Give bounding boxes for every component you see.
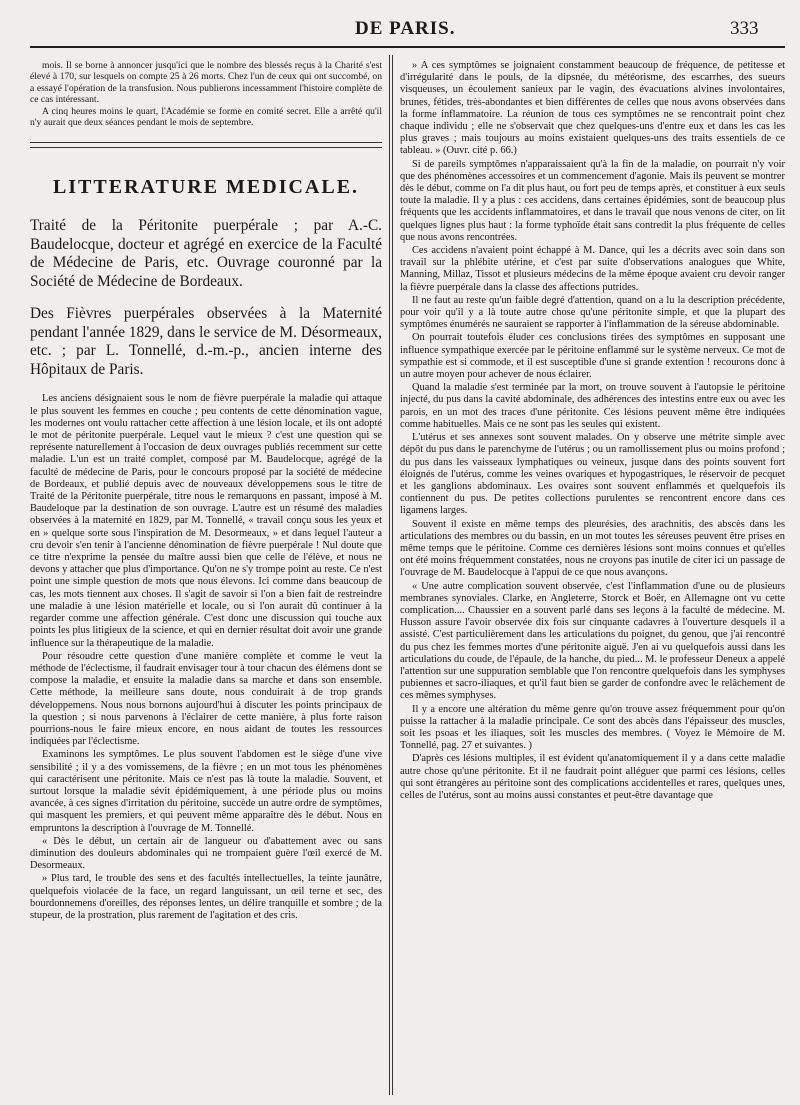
paragraph: « Une autre complication souvent observée, c'est l'inflammation d'une ou de plusieurs membranes synoviales. Clarke, en Angleterre, Storck et Boër, en Allemagne ont vu cette complication.... Chaussier en a souvent parlé dans ses leçons à la faculté de médecine. M. Husson assure l'avoir observée dix fois sur cinquante cadavres à l'ouverture desquels il a assisté. C'est particulièrement dans les articulations du poignet, du genou, que j'ai rencontré du pus chez les femmes mortes d'une péritonite aiguë. J'en ai vu quelquefois aussi dans les articulations du coude, de l'épaule, de la hanche, du pied... M. le professeur Deneux a appelé l'attention sur une suppuration semblable que l'on rencontre quelquefois dans les symphyses pubiennes et sacro-iliaques, et qu'il faut bien se garder de confondre avec le relâchement de ces mêmes symphyses.	[400, 580, 785, 702]
header-rule	[30, 46, 785, 48]
book-title-baudelocque: Traité de la Péritonite puerpérale ; par A.-C. Baudelocque, docteur et agrégé en exercice de la Faculté de Médecine de Paris, etc. Ouvrage couronné par la Société de Médecine de Bordeaux.	[30, 217, 382, 290]
paragraph: « Dès le début, un certain air de langueur ou d'abattement avec ou sans diminution des douleurs abdominales qui ne trompaient guère l'œil exercé de M. Desormeaux.	[30, 835, 382, 872]
page-number: 333	[730, 18, 759, 39]
paragraph: Il ne faut au reste qu'un faible degré d'attention, quand on a lu la description précédente, pour voir qu'il y a là toute autre chose qu'une péritonite simple, et que la plupart des symptômes énumérés ne sauraient se rapporter à l'inflammation de la séreuse abdominable.	[400, 294, 785, 331]
running-title: DE PARIS.	[355, 18, 456, 39]
academy-report-end	[30, 60, 382, 128]
paragraph: » A ces symptômes se joignaient constamment beaucoup de fréquence, de petitesse et d'irrégularité dans le pouls, de la dipsnée, du météorisme, des escarrhes, des sueurs visqueuses, un écoulement sanieux par le vagin, des évacuations alvines involontaires, brunes, fétides, très-abondantes et bien différentes de celles que nous avons observées dans la forme inflammatoire. La réunion de tous ces symptômes ne se rencontrait point chez chaque individu ; elle ne s'observait que chez quelques-uns d'entre eux et dans les cas les plus graves ; mais toujours au moins existaient quelques-uns des traits essentiels de ce tableau. » (Ouvr. cité p. 66.)	[400, 60, 785, 157]
column-divider	[389, 55, 393, 1095]
left-column	[30, 60, 382, 922]
paragraph: A cinq heures moins le quart, l'Académie se forme en comité secret. Elle a arrêté qu'il n'y aurait que deux séances pendant le mois de septembre.	[30, 105, 382, 129]
paragraph: Ces accidens n'avaient point échappé à M. Dance, qui les a décrits avec soin dans son travail sur la phlébite utérine, et c'est par suite d'observations analogues que White, Manning, Millaz, Tissot et plusieurs médecins de la même époque avaient cru devoir ranger la fièvre puerpérale dans la classe des affections putrides.	[400, 245, 785, 293]
review-body	[30, 393, 382, 922]
paragraph: Souvent il existe en même temps des pleurésies, des arachnitis, des abscès dans les articulations des membres ou du bassin, en un mot toutes les séreuses peuvent être prises en même temps que le péritoine. Comme ces dernières lésions sont moins connues et qu'elles ont été moins fréquemment constatées, nous ne croyons pas inutile de citer ici un passage de l'ouvrage de M. Baudelocque à l'appui de ce que nous avançons.	[400, 518, 785, 579]
paragraph: D'après ces lésions multiples, il est évident qu'anatomiquement il y a dans cette maladie autre chose qu'une péritonite. Et il ne faudrait point alléguer que parmi ces lésions, celles qui sont étrangères au péritoine sont des complications accidentelles et rares, quelques unes, celles de l'utérus, sont au moins aussi constantes et peut-être davantage que	[400, 753, 785, 801]
paragraph: On pourrait toutefois éluder ces conclusions tirées des symptômes en supposant une influence sympathique exercée par le péritoine enflammé sur le système nerveux. Ce mot de sympathie est si commode, et il est susceptible d'une si grande extention ! recourons donc à un autre moyen pour achever de nous éclairer.	[400, 332, 785, 381]
paragraph: Examinons les symptômes. Le plus souvent l'abdomen est le siège d'une vive sensibilité ; il y a des vomissemens, de la fièvre ; en un mot tous les phénomènes qui caractérisent une péritonite. Mais ce n'est pas là toute la maladie. Souvent, et surtout lorsque la maladie sévit épidémiquement, à une période plus ou moins avancée, à ces signes d'irritation du péritoine, succède un autre ordre de symptômes, qui masquent les premiers, et qui peuvent même apparaître dès le début. Nous en empruntons la description à l'ouvrage de M. Tonnellé.	[30, 749, 382, 834]
page-header	[0, 14, 800, 44]
paragraph: Pour résoudre cette question d'une manière complète et comme le veut la méthode de l'éclectisme, il faudrait envisager tour à tour chacun des élémens dont se compose la maladie, et ensuite la maladie dans sa marche et dans son ensemble. Cette méthode, la meilleure sans doute, nous conduirait à de trop grands développemens. Nous nous bornons aujourd'hui à discuter les points principaux de la question ; si nous parvenons à l'éclairer de cette manière, à plus forte raison pourrions-nous le faire mieux encore, en nous aidant de toutes les ressources indiquées par l'éclectisme.	[30, 650, 382, 748]
paragraph: Quand la maladie s'est terminée par la mort, on trouve souvent à l'autopsie le péritoine injecté, du pus dans la cavité abdominale, des adhérences des intestins entre eux ou avec les parois, en un mot des traces d'une péritonite. Ces lésions peuvent même être indiquées comme habituelles. Mais ce ne sont pas les seules qui existent.	[400, 382, 785, 430]
paragraph: Si de pareils symptômes n'apparaissaient qu'à la fin de la maladie, on pourrait n'y voir que des phénomènes accessoires et un commencement d'agonie. Mais ils peuvent se montrer dès le début, comme on l'a dit plus haut, ou fort peu de temps après, et constituer à eux seuls toute la maladie. Il y a plus : ces accidens, dans certaines épidémies, sont de beaucoup plus fréquents que les accidents inflammatoires, et dans le travail que nous venons de citer, on lit quelques lignes plus haut : la forme typhoïde était sans contredit la plus fréquente de celles que nous avons rencontrées.	[400, 158, 785, 243]
paragraph: mois. Il se borne à annoncer jusqu'ici que le nombre des blessés reçus à la Charité s'est élevé à 170, sur lesquels on compte 25 à 26 morts. Chez l'un de ceux qui ont succombé, on a essayé l'opération de la transfusion. Nous publierons incessamment l'histoire complète de ce cas intéressant.	[30, 60, 382, 106]
paragraph: Les anciens désignaient sous le nom de fièvre puerpérale la maladie qui attaque le plus souvent les femmes en couche ; peu contents de cette dénomination vague, les modernes ont voulu rattacher cette affection à une lésion locale, et ils ont adopté le mot de péritonite puerpérale. Lequel vaut le mieux ? c'est une question qui se représente naturellement à l'occasion de deux ouvrages publiés recemment sur cette maladie. L'un est un traité complet, composé par M. Baudelocque, agrégé de la faculté de médecine de Paris, pour le concours proposé par la société de médecine de Bordeaux, et publié depuis avec de nouveaux développemens sous le titre de Traité de la Péritonite puerpérale, titre nous le remarquons en passant, imposé à M. Baudeloque par la destination de son ouvrage. L'autre est un résumé des maladies observées à la maternité en 1829, par M. Tonnellé, « travail conçu sous les yeux et en » quelque sorte sous l'inspiration de M. Desormeaux, » et dans lequel l'auteur a cru devoir s'en tenir à l'ancienne dénomination de fièvre puerpérale ! Nul doute que ce titre n'exprime la pensée du maître aussi bien que celle de l'élève, et nous ne devons y attacher que plus d'importance. Qu'on ne s'y trompe point au reste. Ce n'est point une simple question de mots que nous élevons. Ici comme dans beaucoup de cas, les mots tiennent aux choses. Il s'agit de savoir si l'on a bien fait de restreindre une maladie à une lésion matérielle et locale, ou si l'on aurait dû continuer à la regarder comme une affection générale. C'est donc une discussion qui touche aux points les plus litigieux de la science, et qui en dernier résultat doit avoir une grande influence sur la thérapeutique de la maladie.	[30, 393, 382, 649]
section-separator	[30, 142, 382, 148]
section-title: LITTERATURE MEDICALE.	[52, 176, 360, 199]
paragraph: » Plus tard, le trouble des sens et des facultés intellectuelles, la teinte jaunâtre, quelquefois violacée de la face, un regard languissant, un œil terne et sec, des bourdonnemens d'oreilles, des réponses lentes, un délire tranquille et sombre ; de la stupeur, de la prostration, plus rarement de l'agitation et des cris.	[30, 873, 382, 921]
paragraph: Il y a encore une altération du même genre qu'on trouve assez fréquemment pour qu'on puisse la rattacher à la maladie principale. Ce sont des abcès dans l'épaisseur des muscles, soit les psoas et les iliaques, soit les muscles des membres. ( Voyez le Mémoire de M. Tonnellé, pag. 27 et suivantes. )	[400, 703, 785, 752]
book-title-tonnelle: Des Fièvres puerpérales observées à la Maternité pendant l'année 1829, dans le service de M. Désormeaux, etc. ; par L. Tonnellé, d.-m.-p., ancien interne des Hôpitaux de Paris.	[30, 305, 382, 378]
paragraph: L'utérus et ses annexes sont souvent malades. On y observe une métrite simple avec dépôt du pus dans le parenchyme de l'utérus ; ou un ramollissement plus ou moins profond ; du pus dans les vaisseaux lymphatiques ou veineux, jusque dans des points souvent fort éloignés de l'utérus, comme les veines ovariques et hypogastriques, le réservoir de pecquet et les ganglions abdominaux. Les ovaires sont souvent enflammés et quelquefois ils contiennent du pus. De petites collections purulentes se rencontrent encore dans ces ligamens larges.	[400, 432, 785, 517]
right-column	[400, 60, 785, 802]
